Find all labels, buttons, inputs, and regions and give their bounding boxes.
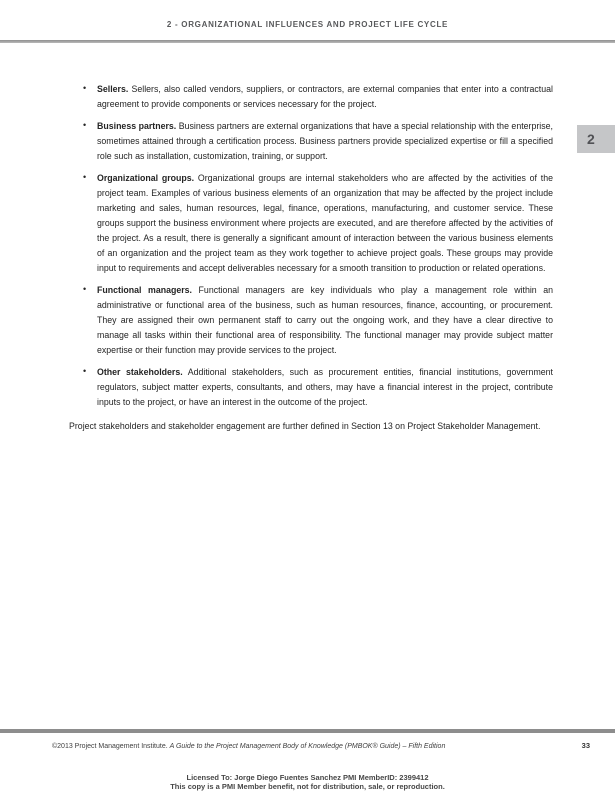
page-body — [52, 82, 553, 434]
footer-rule — [0, 729, 615, 733]
bullet-text: Business partners are external organizations that have a special relationship with the enterprise, sometimes attained through a certification process. Business partners provide specialized expertise or fill a specified role such as installation, customization, training, or support. — [97, 121, 553, 161]
list-item-other-stakeholders — [52, 365, 553, 410]
header-rule — [0, 40, 615, 43]
bullet-text: Functional managers are key individuals who play a management role within an administrative or functional area of the business, such as human resources, finance, accounting, or procurement. They are assigned their own permanent staff to carry out the ongoing work, and they have a clear directive to manage all tasks within their functional area of responsibility. The functional manager may provide subject matter expertise or their function may provide services to the project. — [97, 285, 553, 355]
bullet-icon: • — [83, 172, 87, 182]
bullet-lead: Functional managers. — [97, 285, 193, 295]
bullet-text: Additional stakeholders, such as procurement entities, financial institutions, government regulators, subject matter experts, consultants, and others, may have a financial interest in the project, contribute inputs to the project, or have an interest in the outcome of the project. — [97, 367, 554, 407]
running-header: 2 - ORGANIZATIONAL INFLUENCES AND PROJECT LIFE CYCLE — [166, 20, 449, 29]
book-title: A Guide to the Project Management Body of Knowledge (PMBOK® Guide) – Fifth Edition — [169, 743, 446, 750]
bullet-lead: Sellers. — [97, 84, 129, 94]
list-item-functional-managers — [52, 283, 553, 358]
list-item-organizational-groups — [52, 171, 553, 276]
bullet-icon: • — [83, 366, 87, 376]
stakeholder-bullet-list — [52, 82, 553, 410]
license-notice — [0, 773, 615, 791]
bullet-text: Sellers, also called vendors, suppliers, or contractors, are external companies that enter into a contractual agreement to provide components or services necessary for the project. — [97, 84, 553, 109]
page-footer — [52, 741, 590, 750]
page-number: 33 — [581, 741, 590, 750]
license-line-2: This copy is a PMI Member benefit, not for distribution, sale, or reproduction. — [170, 782, 445, 791]
chapter-side-tab: 2 — [577, 125, 615, 153]
bullet-lead: Business partners. — [97, 121, 177, 131]
bullet-lead: Organizational groups. — [97, 173, 195, 183]
list-item-business-partners — [52, 119, 553, 164]
list-item-sellers — [52, 82, 553, 112]
footer-text — [52, 743, 445, 750]
copyright-text: ©2013 Project Management Institute. — [52, 743, 170, 750]
bullet-lead: Other stakeholders. — [97, 367, 183, 377]
bullet-icon: • — [83, 83, 87, 93]
bullet-icon: • — [83, 120, 87, 130]
license-line-1: Licensed To: Jorge Diego Fuentes Sanchez PMI MemberID: 2399412 — [186, 773, 429, 782]
closing-paragraph: Project stakeholders and stakeholder engagement are further defined in Section 13 on Project Stakeholder Management. — [69, 421, 541, 431]
bullet-text: Organizational groups are internal stakeholders who are affected by the activities of the project team. Examples of various business elements of an organization that may be affected by the project include marketing and sales, human resources, legal, finance, operations, manufacturing, and customer service. These groups support the business environment where projects are executed, and are therefore affected by the activities of the project. As a result, there is generally a significant amount of interaction between the various business elements of an organization and the project team as they work together to achieve project goals. These groups may provide input to requirements and accept deliverables necessary for a smooth transition to production or related operations. — [97, 173, 553, 273]
bullet-icon: • — [83, 284, 87, 294]
